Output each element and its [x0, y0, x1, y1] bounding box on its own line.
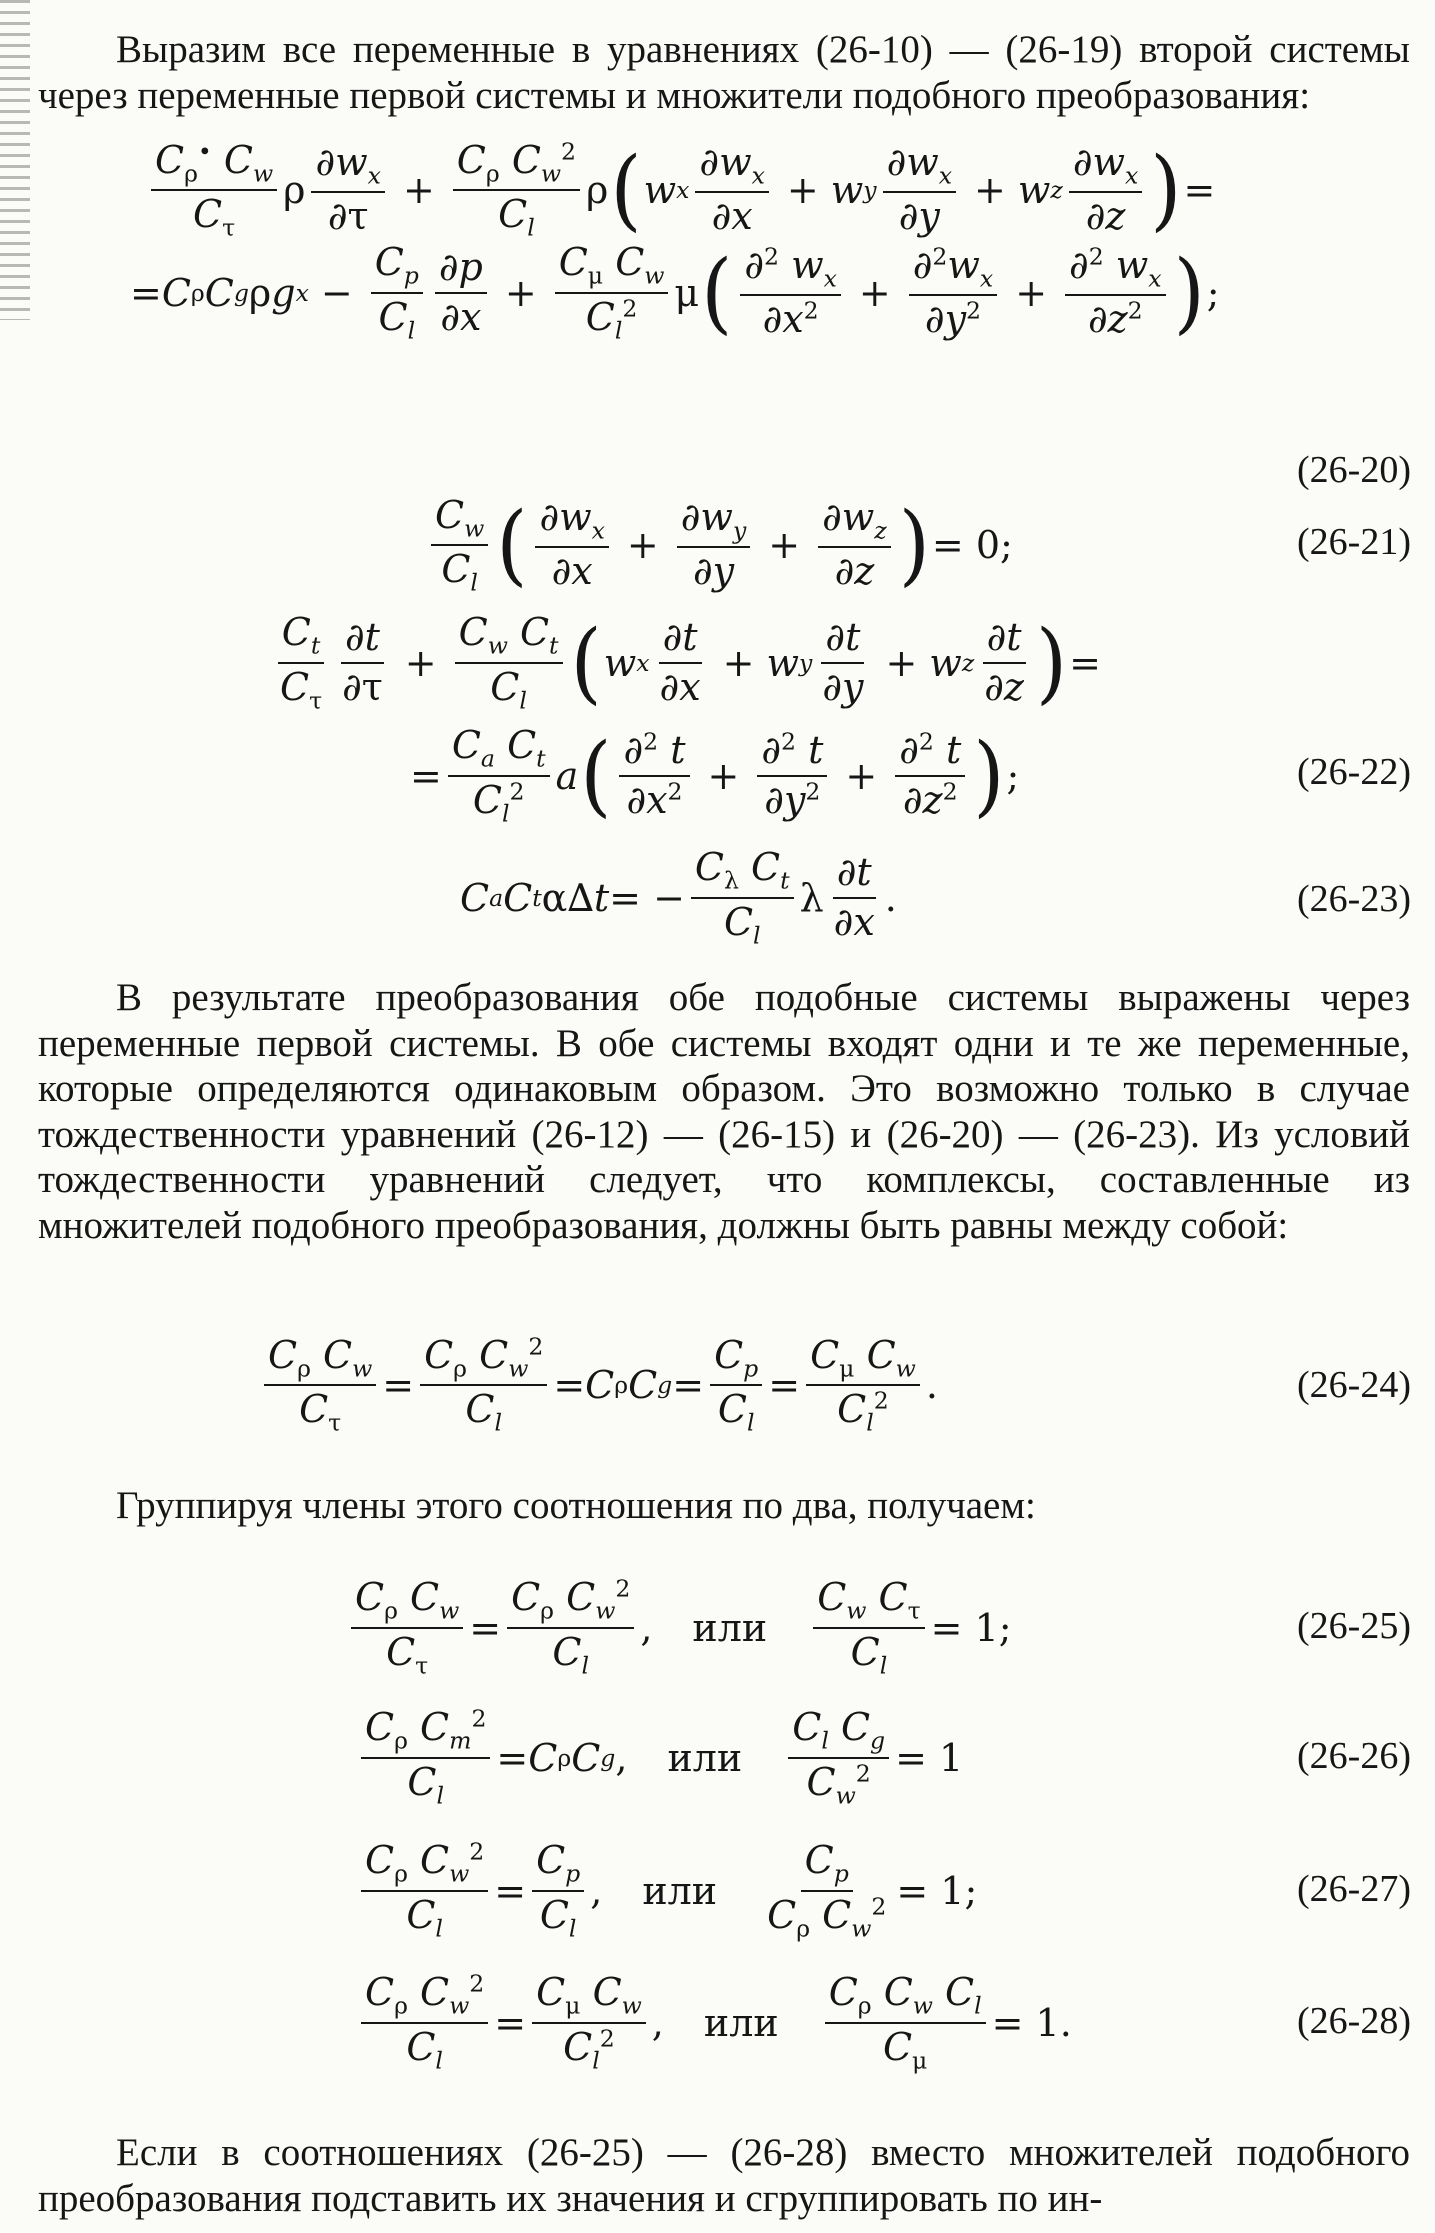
equation-number-26-20: (26-20) — [1297, 449, 1411, 491]
equation-26-22-line1: $C_t$ $C_\tau$ ∂t ∂τ + $\frac{C_w C_t}{C_l}$ ( w x ∂t ∂x + w y ∂t ∂y + w z ∂t ∂z ) = — [0, 615, 1435, 710]
equation-26-20-line2: = C ρ C g ρ g x − $\frac{C_p}{C_l}$ ∂p ∂x + $\frac{C_\mu C_w}{C_l^2}$ μ ( ∂$^2$ $w_x$ $\partial x^2$ + $\frac{\partial^2w_x}{\partial y^2}$ + $\frac{\partial^2 w_x}{\partial z^2}$ ) ; — [130, 240, 1220, 345]
equation-26-23: C a C t α∆ t = − $C_\lambda$ $C_t$ $C_l$ λ ∂t ∂x . (26-23) — [460, 845, 1411, 950]
equation-number-row — [0, 440, 1435, 500]
equation-26-26: $C_\rho$ $C_m^2$ $C_l$ = C ρ C g , или $C_l$ $C_g$ $C_w^2$ = 1 (26-26) — [0, 1710, 1435, 1805]
ili-3: или — [642, 1868, 718, 1913]
equation-number-26-23: (26-23) — [1297, 878, 1411, 920]
equation-26-20-line1: $C_\rho^•$ $C_w$ $C_\tau$ ρ $\partial w_x$ ∂τ + $\frac{C_\rho C_w^2}{C_l}$ ρ ( w x $\partial w_x$ ∂x + w y $\partial w_x$ ∂y + w z $\partial w_x$ ∂z ) = — [0, 145, 1435, 235]
equation-number-26-24: (26-24) — [1297, 1364, 1411, 1406]
equation-26-27: $C_\rho$ $C_w^2$ $C_l$ = $C_p$ $C_l$ , или $C_p$ $C_\rho$ $C_w^2$ = 1; (26-27) — [0, 1843, 1435, 1938]
equation-26-24: $C_\rho$ $C_w$ $C_\tau$ = $C_\rho$ $C_w^2$ $C_l$ = C ρ C g = $C_p$ $C_l$ = $C_\mu$ $C_w$ $C_l^2$ . (26-24) — [0, 1335, 1435, 1435]
equation-number-26-26: (26-26) — [1297, 1735, 1411, 1777]
equation-26-21: $C_w$ $C_l$ ( $\partial w_x$ ∂x + $\frac{\partial w_y}{\partial y}$ + $\frac{\partial w_z}{\partial z}$ ) = 0; (26-21) — [0, 500, 1435, 590]
equation-number-26-27: (26-27) — [1297, 1868, 1411, 1910]
paragraph-3: Группируя члены этого соотношения по два, получаем: — [116, 1484, 1036, 1527]
ili-1: или — [692, 1605, 768, 1650]
equation-number-26-28: (26-28) — [1297, 2000, 1411, 2042]
equation-number-26-21: (26-21) — [1297, 521, 1411, 563]
paragraph-2: В результате преобразования обе подобные системы выражены через переменные первой системы. В обе системы входят одни и те же переменные, которые определяются одинаковым образом. Это возможно только в случае тождественности уравнений (26-12) — (26-15) и (26-20) — (26-23). Из условий тождественности уравнений следует, что комплексы, составленные из множителей подобного преобразования, должны быть равны между собой: — [38, 976, 1410, 1247]
paragraph-4: Если в соотношениях (26-25) — (26-28) вместо множителей подобного преобразования подставить их значения и сгруппировать по ин- — [38, 2131, 1410, 2220]
equation-26-28: $C_\rho$ $C_w^2$ $C_l$ = $C_\mu$ $C_w$ $C_l^2$ , или $C_\rho$ $C_w$ $C_l$ $C_\mu$ = 1. (26-28) — [0, 1975, 1435, 2070]
ili-4: или — [703, 2000, 779, 2045]
equation-number-26-25: (26-25) — [1297, 1605, 1411, 1647]
equation-26-25: $C_\rho$ $C_w$ $C_\tau$ = $C_\rho$ $C_w^2$ $C_l$ , или $C_w$ $C_\tau$ $C_l$ = 1; (26-25) — [0, 1580, 1435, 1675]
equation-26-22-line2: = $C_a$ $C_t$ $C_l^2$ a ( ∂$^2$ t $\partial x^2$ + $\frac{\partial^2 t}{\partial y^2}$ + $\frac{\partial^2 t}{\partial z^2}$ ) ; (26-22) — [410, 723, 1411, 828]
equation-number-26-22: (26-22) — [1297, 751, 1411, 793]
intro-paragraph: Выразим все переменные в уравнениях (26-10) — (26-19) второй системы через переменные первой системы и множители подобного преобразования: — [38, 28, 1410, 117]
ili-2: или — [667, 1735, 743, 1780]
